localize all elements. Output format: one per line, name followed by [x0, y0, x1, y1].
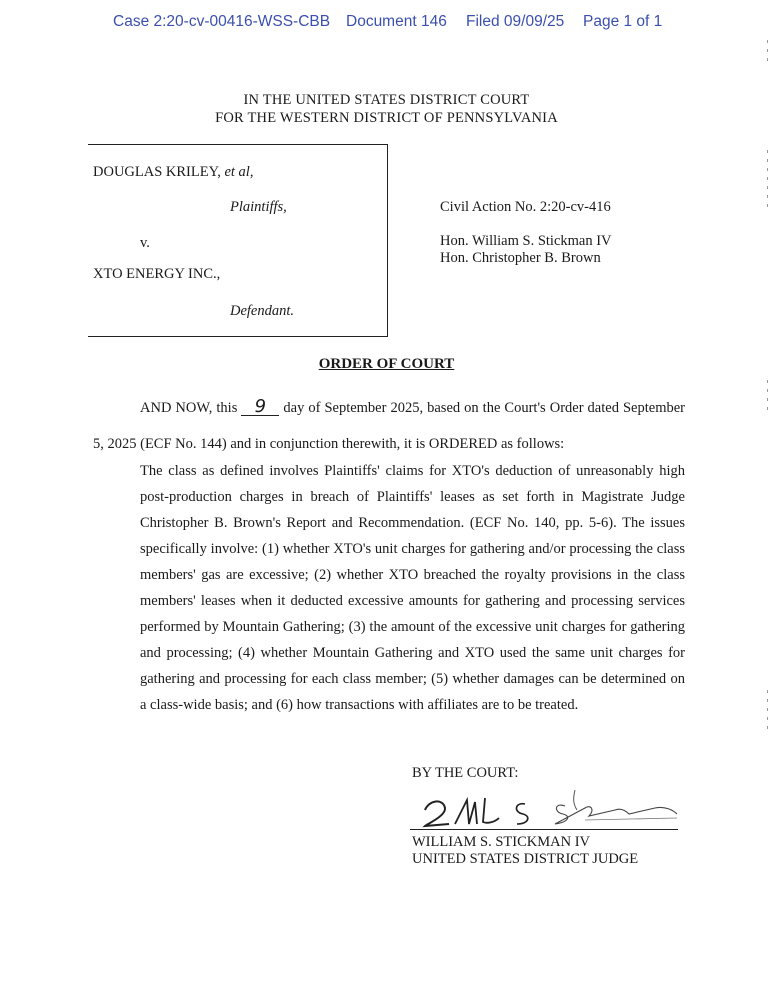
filed-date: Filed 09/09/25 [466, 13, 565, 30]
scan-edge-marks [767, 150, 769, 213]
court-name-line2: FOR THE WESTERN DISTRICT OF PENNSYLVANIA [215, 110, 558, 126]
document-number: Document 146 [346, 13, 447, 30]
judge-title: UNITED STATES DISTRICT JUDGE [412, 851, 639, 867]
handwritten-day: 9 [241, 399, 279, 416]
caption-bottom-rule [88, 336, 388, 337]
judge-signature [415, 780, 685, 830]
by-the-court: BY THE COURT: [412, 765, 519, 781]
plaintiff-name: DOUGLAS KRILEY, et al, [93, 164, 254, 180]
case-number: Case 2:20-cv-00416-WSS-CBB [113, 13, 331, 30]
page-count: Page 1 of 1 [583, 13, 663, 30]
signature-line [410, 829, 678, 830]
scan-edge-marks [767, 690, 769, 735]
plaintiffs-role: Plaintiffs, [230, 199, 287, 215]
judge-1: Hon. William S. Stickman IV [440, 233, 612, 249]
caption-top-rule [88, 144, 388, 145]
civil-action-number: Civil Action No. 2:20-cv-416 [440, 199, 611, 215]
order-paragraph-1: AND NOW, this 9 day of September 2025, based on the Court's Order dated September 5, 2025 (ECF No. 144) and in conjunction therewith, it is ORDERED as follows: [93, 396, 685, 452]
order-title: ORDER OF COURT [318, 356, 455, 372]
order-paragraph-2: The class as defined involves Plaintiffs' claims for XTO's deduction of unreasonably high post-production charges in breach of Plaintiffs' leases as set forth in Magistrate Judge Christopher B. Brown's Report and Recommendation. (ECF No. 140, pp. 5-6). The issues specifically involve: (1) whether XTO's unit charges for gathering and/or processing the class members' gas are excessive; (2) whether XTO breached the royalty provisions in the class members' leases when it deducted excessive amounts for gathering and processing services performed by Mountain Gathering; (3) the amount of the excessive unit charges for gathering and processing; (4) whether Mountain Gathering and XTO used the same unit charges for gathering and processing for each class member; (5) whether damages can be determined on a class-wide basis; and (6) how transactions with affiliates are to be treated. [140, 463, 685, 713]
versus: v. [140, 235, 150, 251]
scan-edge-marks [767, 40, 769, 67]
judge-2: Hon. Christopher B. Brown [440, 250, 601, 266]
defendant-name: XTO ENERGY INC., [93, 266, 221, 282]
judge-name: WILLIAM S. STICKMAN IV [412, 834, 591, 850]
caption-vertical-rule [387, 144, 388, 337]
defendant-role: Defendant. [230, 303, 295, 319]
scan-edge-marks [767, 380, 769, 416]
court-name-line1: IN THE UNITED STATES DISTRICT COURT [243, 92, 530, 108]
ecf-header [0, 13, 773, 35]
